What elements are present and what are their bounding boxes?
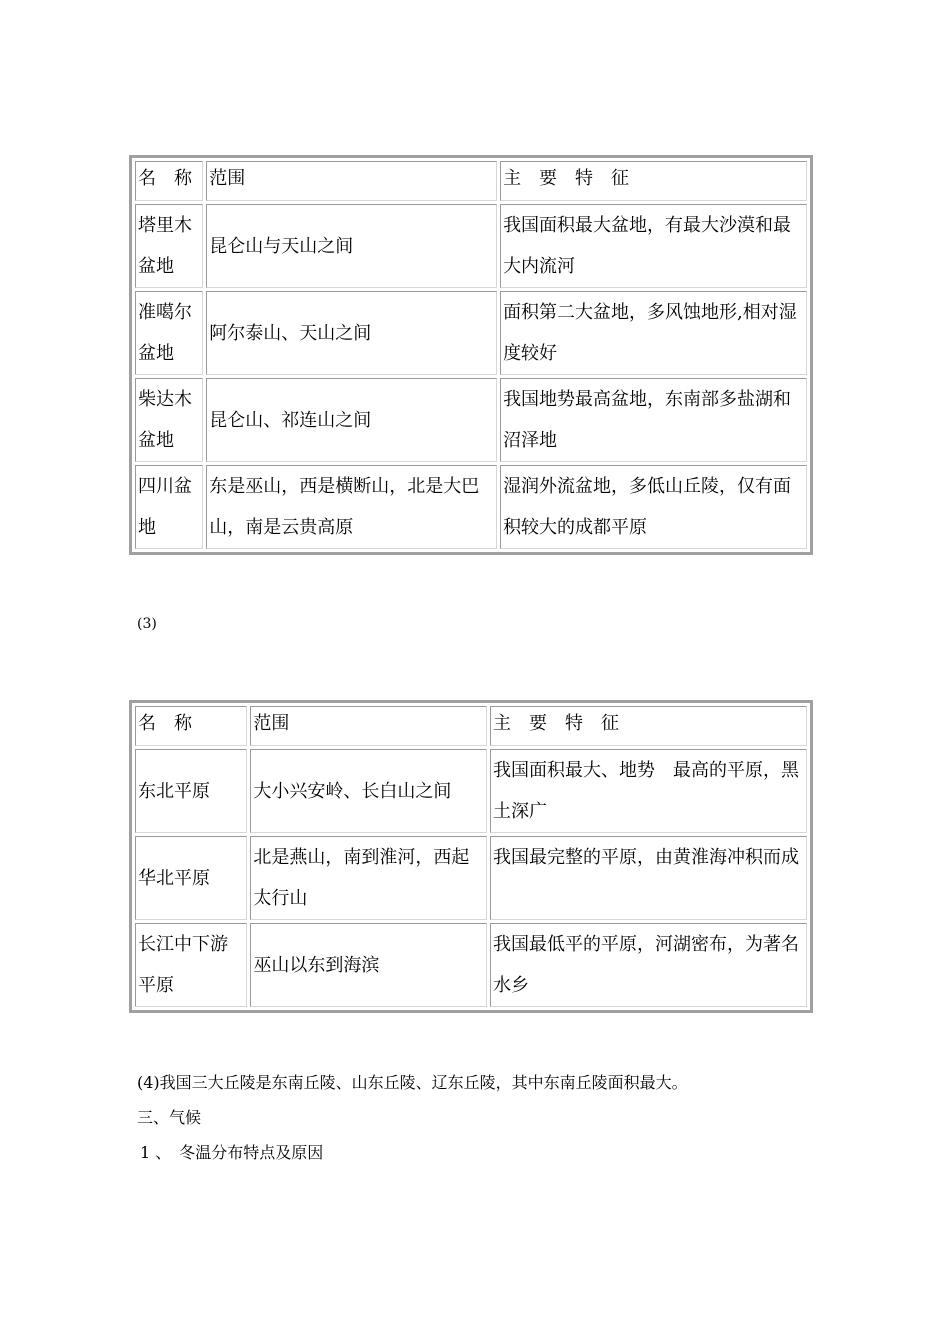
cell-feature: 湿润外流盆地，多低山丘陵，仅有面积较大的成都平原 — [500, 465, 807, 549]
section-label: (3) — [137, 616, 157, 632]
cell-range: 巫山以东到海滨 — [250, 923, 487, 1007]
table-header-row — [135, 161, 807, 201]
cell-name: 长江中下游平原 — [135, 923, 247, 1007]
cell-range: 东是巫山，西是横断山，北是大巴山，南是云贵高原 — [206, 465, 497, 549]
header-feature: 主 要 特 征 — [490, 706, 807, 746]
cell-feature: 我国面积最大盆地，有最大沙漠和最大内流河 — [500, 204, 807, 288]
table-row — [135, 836, 807, 920]
cell-range: 大小兴安岭、长白山之间 — [250, 749, 487, 833]
table-row — [135, 923, 807, 1007]
header-range: 范围 — [206, 161, 497, 201]
cell-feature: 面积第二大盆地，多风蚀地形,相对湿度较好 — [500, 291, 807, 375]
table-row — [135, 378, 807, 462]
table-header-row — [135, 706, 807, 746]
cell-range: 昆仑山、祁连山之间 — [206, 378, 497, 462]
climate-heading: 三、气候 — [137, 1108, 202, 1127]
table-row — [135, 749, 807, 833]
header-feature: 主 要 特 征 — [500, 161, 807, 201]
basins-table — [129, 155, 813, 555]
cell-feature: 我国最完整的平原，由黄淮海冲积而成 — [490, 836, 807, 920]
cell-name: 四川盆地 — [135, 465, 203, 549]
header-name: 名 称 — [135, 706, 247, 746]
cell-name: 东北平原 — [135, 749, 247, 833]
table-row — [135, 465, 807, 549]
cell-range: 北是燕山，南到淮河，西起太行山 — [250, 836, 487, 920]
cell-name: 塔里木盆地 — [135, 204, 203, 288]
cell-name: 准噶尔盆地 — [135, 291, 203, 375]
cell-name: 柴达木盆地 — [135, 378, 203, 462]
plains-table — [129, 700, 813, 1013]
cell-feature: 我国地势最高盆地，东南部多盐湖和沼泽地 — [500, 378, 807, 462]
cell-range: 昆仑山与天山之间 — [206, 204, 497, 288]
cell-range: 阿尔泰山、天山之间 — [206, 291, 497, 375]
cell-feature: 我国面积最大、地势 最高的平原，黑土深广 — [490, 749, 807, 833]
table-row — [135, 204, 807, 288]
cell-name: 华北平原 — [135, 836, 247, 920]
header-name: 名 称 — [135, 161, 203, 201]
hills-paragraph: (4)我国三大丘陵是东南丘陵、山东丘陵、辽东丘陵，其中东南丘陵面积最大。 — [137, 1073, 688, 1092]
cell-feature: 我国最低平的平原，河湖密布，为著名水乡 — [490, 923, 807, 1007]
table-row — [135, 291, 807, 375]
header-range: 范围 — [250, 706, 487, 746]
climate-list-item: 1 、 冬温分布特点及原因 — [140, 1143, 324, 1162]
